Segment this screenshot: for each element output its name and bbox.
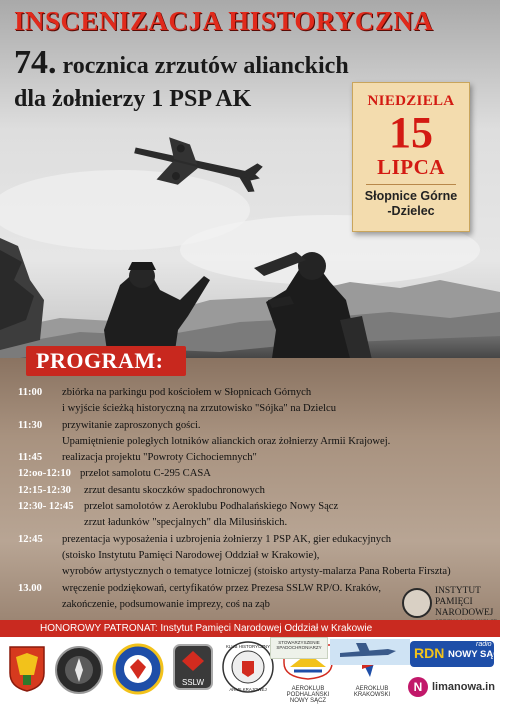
nowy-sacz-caption: NOWY SĄCZ xyxy=(289,698,327,704)
program-time: 12:45 xyxy=(18,533,43,545)
stowarzyszenie-caption: STOWARZYSZENIE SPADOCHRONIARZY xyxy=(276,640,322,650)
event-title: INSCENIZACJA HISTORYCZNA xyxy=(14,6,434,36)
program-text: zakończenie, podsumowanie imprezy, coś na ząb xyxy=(62,598,270,610)
program-text: realizacja projektu "Powroty Cichociemnych" xyxy=(62,452,257,464)
event-subtitle xyxy=(14,44,488,82)
klub-label: KLUB HISTORYCZNY xyxy=(226,644,270,649)
stowarzyszenie-banner xyxy=(270,637,328,659)
association-badge-icon xyxy=(54,645,104,695)
program-text: zrzut desantu skoczków spadochronowych xyxy=(84,484,265,496)
program-list xyxy=(18,385,451,613)
program-item xyxy=(18,483,438,499)
eagle-seal-icon xyxy=(402,588,432,618)
limanowa-label: limanowa.in xyxy=(432,681,495,693)
date-month: LIPCA xyxy=(377,155,445,179)
date-card xyxy=(352,82,470,232)
ipn-logo xyxy=(402,584,498,624)
ipn-line1: INSTYTUT xyxy=(435,586,481,596)
date-day: NIEDZIELA xyxy=(367,93,455,109)
rdn-city-label: NOWY SĄCZ xyxy=(448,649,506,660)
program-heading: PROGRAM: xyxy=(26,346,186,376)
limanowa-logo xyxy=(408,677,498,701)
date-divider xyxy=(366,184,456,185)
program-item xyxy=(18,499,438,532)
paratroopers-badge-icon xyxy=(112,643,164,695)
program-text: przywitanie zaproszonych gości. xyxy=(62,419,201,431)
sslw-badge-icon xyxy=(170,641,216,697)
program-text: zrzut ładunków "specjalnych" dla Milusińskich. xyxy=(84,517,288,529)
ipn-line3: NARODOWEJ xyxy=(435,608,494,618)
program-text: przelot samolotów z Aeroklubu Podhalańskiego Nowy Sącz xyxy=(84,501,339,513)
program-time: 12:oo-12:10 xyxy=(18,468,71,480)
program-text: prezentacja wyposażenia i uzbrojenia żołnierzy 1 PSP AK, gier edukacyjnych xyxy=(62,533,392,545)
sponsor-logos-strip xyxy=(0,637,506,709)
coat-of-arms-icon xyxy=(8,645,46,693)
ak-label: ARMII KRAJOWEJ xyxy=(229,687,267,692)
program-time: 11:45 xyxy=(18,452,43,464)
program-text: i wyjście ścieżką historyczną na zrzutowisko "Sójka" na Dzielcu xyxy=(62,403,336,415)
date-number: 15 xyxy=(389,108,433,157)
rdn-radio-logo xyxy=(410,641,506,667)
program-item xyxy=(18,581,438,614)
aeroklub-krakowski-caption: AEROKLUB KRAKOWSKI xyxy=(353,686,391,698)
airplane-banner-icon xyxy=(330,637,410,667)
program-time: 12:30- 12:45 xyxy=(18,501,74,513)
rdn-label: RDN xyxy=(414,645,445,661)
sslw-label: SSLW xyxy=(181,678,205,687)
aeroklub-podhalanski-caption: AEROKLUB PODHALAŃSKI xyxy=(286,686,330,698)
program-time: 12:15-12:30 xyxy=(18,484,71,496)
program-text: zbiórka na parkingu pod kościołem w Słopnicach Górnych xyxy=(62,387,312,398)
program-item xyxy=(18,385,438,418)
program-text: Upamiętnienie poległych lotników alianckich oraz żołnierzy Armii Krajowej. xyxy=(62,435,391,447)
program-text: (stoisko Instytutu Pamięci Narodowej Oddział w Krakowie), xyxy=(62,549,320,561)
klub-historyczny-badge-icon xyxy=(222,639,274,699)
date-place-line1: Słopnice Górne xyxy=(364,189,458,203)
ipn-line2: PAMIĘCI xyxy=(435,597,473,607)
program-time: 11:00 xyxy=(18,387,43,398)
date-place-line2: -Dzielec xyxy=(387,204,435,218)
program-time: 13.00 xyxy=(18,582,42,594)
program-time: 11:30 xyxy=(18,419,43,431)
program-text: wręczenie podziękowań, certyfikatów przez Prezesa SSLW RP/O. Kraków, xyxy=(62,582,381,594)
program-item xyxy=(18,450,438,466)
anniversary-number: 74. xyxy=(14,44,57,81)
program-item xyxy=(18,466,438,482)
anniversary-text: rocznica zrzutów alianckich xyxy=(56,53,349,79)
honorary-patronage-bar: HONOROWY PATRONAT: Instytut Pamięci Narodowej Oddział w Krakowie xyxy=(0,620,500,637)
limanowa-n-icon: N xyxy=(408,677,428,697)
event-subtitle-line3: dla żołnierzy 1 PSP AK xyxy=(14,86,252,112)
program-text: wyrobów artystycznych o tematyce lotniczej (stoisko artysty-malarza Pana Roberta Firszta) xyxy=(62,566,451,578)
program-item xyxy=(18,418,438,451)
program-text: przelot samolotu C-295 CASA xyxy=(80,468,211,480)
rdn-radio-label: radio xyxy=(476,641,492,648)
program-item xyxy=(18,532,451,581)
